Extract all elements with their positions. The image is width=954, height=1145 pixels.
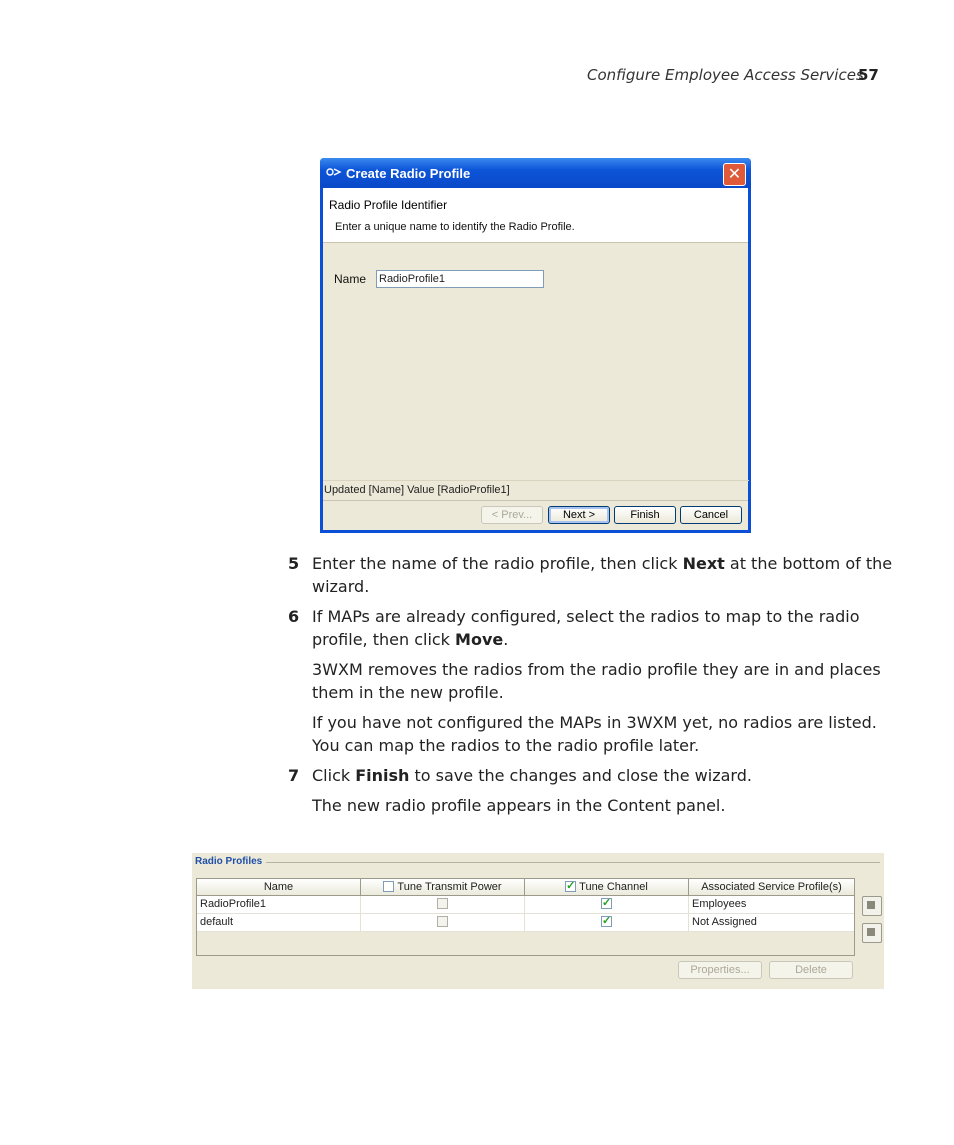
cell-service-profiles: Not Assigned [692,916,757,928]
cell-channel [525,914,689,931]
panel-title: Radio Profiles [195,856,266,867]
delete-button[interactable]: Delete [769,961,853,979]
step-5 [288,552,898,598]
column-header-label: Tune Channel [579,881,648,893]
row-checkbox-channel[interactable] [601,898,612,909]
step-keyword: Next [682,554,725,573]
step-paragraph: If you have not configured the MAPs in 3WXM yet, no radios are listed. You can map the radios to the radio profile later. [312,713,877,755]
button-row [323,500,748,531]
step-text: . [503,630,509,649]
cell-channel [525,896,689,913]
step-7 [288,764,898,787]
column-header-tune-channel[interactable] [525,879,689,896]
name-input[interactable]: RadioProfile1 [376,270,544,288]
cell-service-profiles: Employees [692,898,747,910]
step-keyword: Move [455,630,504,649]
column-header-label: Tune Transmit Power [397,881,502,893]
cell-name: default [197,914,361,931]
copy-icon[interactable] [862,896,882,916]
create-radio-profile-dialog [320,158,751,533]
step-text: Enter the name of the radio profile, then click [312,554,683,573]
step-text: at the bottom of the wizard. [312,554,893,596]
group-divider [266,862,880,863]
properties-button[interactable]: Properties... [678,961,762,979]
header-checkbox-transmit[interactable] [383,881,394,892]
finish-button[interactable]: Finish [614,506,676,524]
step-heading: Radio Profile Identifier [329,198,448,212]
next-button[interactable]: Next > [548,506,610,524]
column-header-tune-transmit-power[interactable] [361,879,525,896]
radio-profiles-panel [192,853,884,989]
column-header-service-profiles[interactable]: Associated Service Profile(s) [689,879,854,896]
row-checkbox-transmit[interactable] [437,916,448,927]
step-text: to save the changes and close the wizard. [409,766,752,785]
row-checkbox-channel[interactable] [601,916,612,927]
section-title: Configure Employee Access Services [587,66,864,84]
dialog-titlebar[interactable] [320,158,751,188]
info-pane [323,188,748,243]
step-instruction: Enter a unique name to identify the Radio Profile. [335,221,575,233]
step-paragraph: 3WXM removes the radios from the radio profile they are in and places them in the new profile. [312,660,881,702]
header-checkbox-channel[interactable] [565,881,576,892]
cell-transmit [361,896,525,913]
radio-profiles-table [196,878,855,956]
instruction-steps [288,552,898,824]
step-paragraph: The new radio profile appears in the Content panel. [312,796,726,815]
name-label: Name [334,272,367,286]
table-row[interactable] [197,896,854,914]
cancel-button[interactable]: Cancel [680,506,742,524]
step-number: 5 [288,554,300,573]
dialog-title: Create Radio Profile [346,166,471,181]
step-6 [288,605,898,651]
column-header-name[interactable]: Name [197,879,361,896]
table-row[interactable] [197,914,854,932]
app-icon [326,166,342,180]
row-checkbox-transmit[interactable] [437,898,448,909]
step-keyword: Finish [355,766,410,785]
dialog-client [323,188,748,530]
status-bar: Updated [Name] Value [RadioProfile1] [323,480,749,500]
page-number: 57 [858,66,879,84]
step-text: If MAPs are already configured, select the radios to map to the radio profile, then click [312,607,860,649]
step-text: Click [312,766,356,785]
step-number: 6 [288,607,300,626]
close-icon[interactable]: ✕ [723,163,746,186]
prev-button[interactable]: < Prev... [481,506,543,524]
paste-icon[interactable] [862,923,882,943]
cell-name: RadioProfile1 [197,896,361,913]
step-number: 7 [288,766,300,785]
cell-transmit [361,914,525,931]
